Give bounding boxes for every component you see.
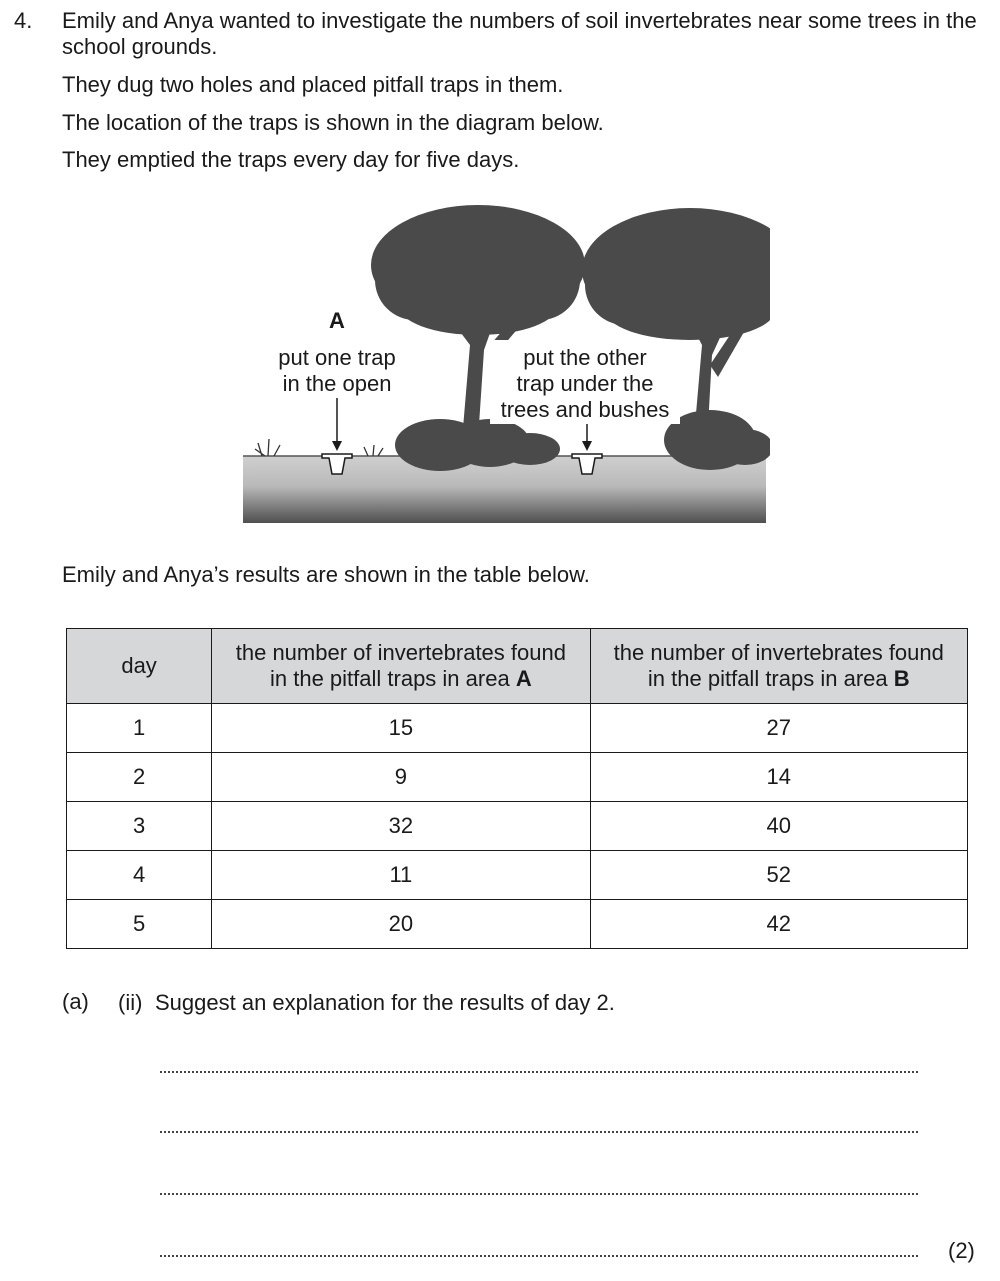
header-a-line-2: in the pitfall traps in area — [270, 666, 516, 691]
cell-area-b: 52 — [590, 851, 967, 900]
part-label: (a) — [62, 989, 89, 1014]
cell-area-b: 27 — [590, 704, 967, 753]
header-b-bold: B — [893, 666, 910, 691]
caption-b-line-2: trap under the — [516, 371, 654, 396]
answer-line-3[interactable] — [160, 1193, 918, 1195]
cell-area-a: 11 — [212, 851, 590, 900]
answer-line-2[interactable] — [160, 1131, 918, 1133]
results-table — [66, 628, 968, 949]
header-b-line-1: the number of invertebrates found — [613, 640, 944, 665]
table-row — [67, 802, 968, 851]
question-line-3: The location of the traps is shown in the diagram below. — [62, 110, 604, 135]
cell-day: 4 — [67, 851, 212, 900]
header-area-a — [212, 629, 590, 704]
table-row — [67, 851, 968, 900]
cell-day: 2 — [67, 753, 212, 802]
caption-a-line-2: in the open — [282, 371, 392, 396]
table-row — [67, 753, 968, 802]
header-a-line-1: the number of invertebrates found — [235, 640, 566, 665]
cell-area-b: 14 — [590, 753, 967, 802]
pitfall-trap-diagram — [240, 195, 770, 527]
cell-area-a: 20 — [212, 900, 590, 949]
cell-area-a: 32 — [212, 802, 590, 851]
header-day: day — [67, 629, 212, 704]
caption-a-line-1: put one trap — [278, 345, 396, 370]
label-b: B — [577, 308, 593, 333]
cell-area-b: 42 — [590, 900, 967, 949]
question-line-2: They dug two holes and placed pitfall traps in them. — [62, 72, 564, 97]
subpart-label: (ii) — [118, 990, 143, 1015]
answer-line-1[interactable] — [160, 1071, 918, 1073]
cell-day: 1 — [67, 704, 212, 753]
question-intro: Emily and Anya wanted to investigate the numbers of soil invertebrates near some trees in the school grounds. — [62, 8, 977, 59]
cell-area-a: 9 — [212, 753, 590, 802]
answer-line-4[interactable] — [160, 1255, 918, 1257]
cell-area-b: 40 — [590, 802, 967, 851]
label-a: A — [329, 308, 345, 333]
table-header-row — [67, 629, 968, 704]
cell-area-a: 15 — [212, 704, 590, 753]
cell-day: 3 — [67, 802, 212, 851]
subpart-question: Suggest an explanation for the results of day 2. — [155, 990, 615, 1015]
question-line-4: They emptied the traps every day for five days. — [62, 147, 520, 172]
header-a-bold: A — [515, 666, 532, 691]
table-row — [67, 900, 968, 949]
caption-b-line-3: trees and bushes — [500, 397, 670, 422]
cell-day: 5 — [67, 900, 212, 949]
marks-indicator: (2) — [948, 1238, 975, 1263]
header-b-line-2: in the pitfall traps in area — [647, 666, 894, 691]
caption-b-line-1: put the other — [523, 345, 647, 370]
results-intro: Emily and Anya’s results are shown in the table below. — [62, 562, 590, 587]
tree-canopies — [371, 205, 770, 340]
header-area-b — [590, 629, 967, 704]
grass-tufts — [255, 439, 383, 456]
table-row — [67, 704, 968, 753]
question-number: 4. — [14, 8, 33, 33]
